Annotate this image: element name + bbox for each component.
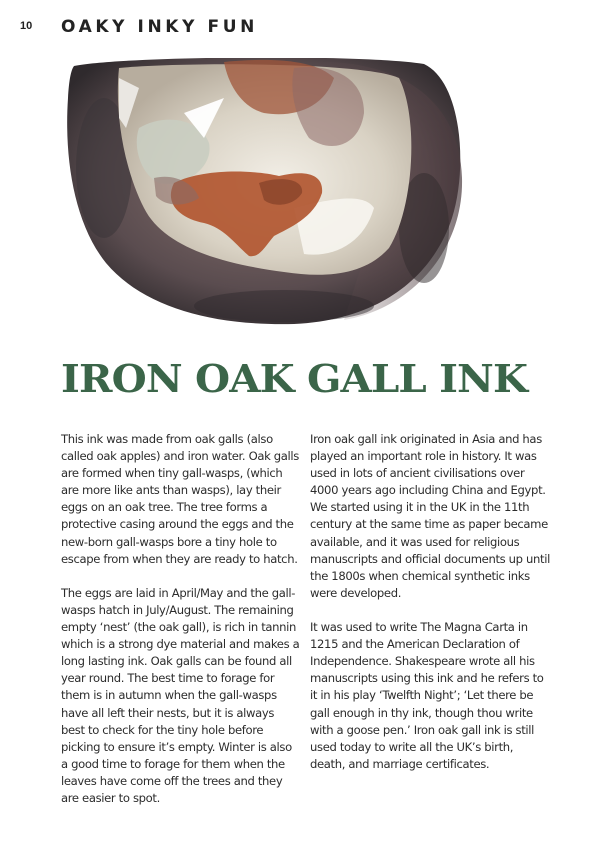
left-column [61,431,301,824]
page-number: 10 [20,20,33,32]
paragraph: The eggs are laid in April/May and the gall-wasps hatch in July/August. The remaining empty ‘nest’ (the oak gall), is rich in tannin which is a strong dye material and makes a long lasting ink. Oak galls can be found all year round. The best time to forage for them is in autumn when the gall-wasps have all left their nests, but it is always best to check for the tiny hole before picking to ensure it’s empty. Winter is also a good time to forage for them when the leaves have come off the trees and they are easier to spot. [61,585,300,805]
running-head: OAKY INKY FUN [61,17,258,37]
paragraph: It was used to write The Magna Carta in 1215 and the American Declaration of Independence. Shakespeare wrote all his manuscripts using this ink and he refers to it in his play ‘Twelfth Night’; ‘Let there be gall enough in thy ink, though thou write with a goose pen.’ Iron oak gall ink is still used today to write all the UK’s birth, death, and marriage certificates. [310,620,544,771]
oak-gall-illustration [64,58,468,326]
paragraph: Iron oak gall ink originated in Asia and has played an important role in history. It was used in lots of ancient civilisations over 4000 years ago including China and Egypt. We started using it in the UK in the 11th century at the same time as paper became available, and it was used for religious manuscripts and official documents up until the 1800s when chemical synthetic inks were developed. [310,432,550,600]
right-column [310,431,550,790]
paragraph: This ink was made from oak galls (also called oak apples) and iron water. Oak galls are formed when tiny gall-wasps, (which are more like ants than wasps), lay their eggs on an oak tree. The tree forms a protective casing around the eggs and the new-born gall-wasps bore a tiny hole to escape from when they are ready to hatch. [61,432,299,566]
article-title: IRON OAK GALL INK [61,356,528,401]
